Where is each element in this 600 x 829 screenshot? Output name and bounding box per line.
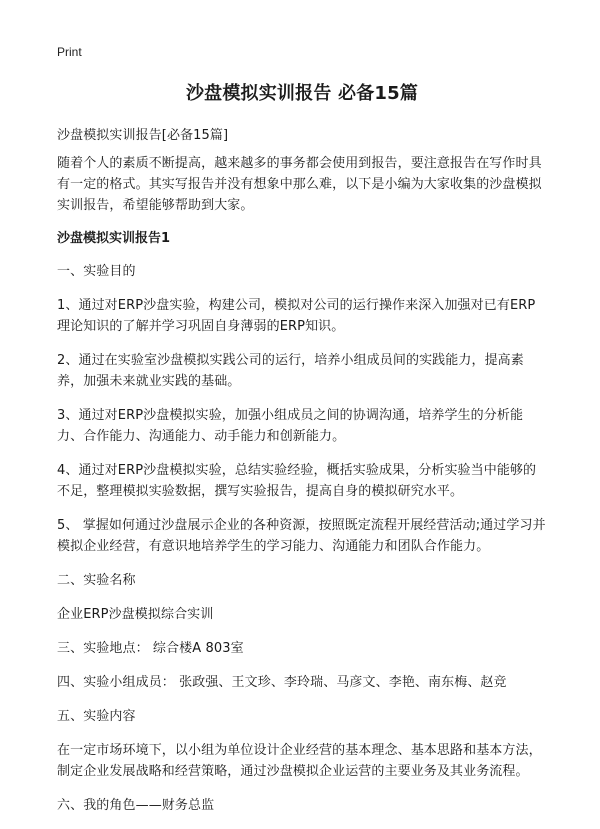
print-link[interactable]: Print [57,45,82,59]
experiment-content: 在一定市场环境下，以小组为单位设计企业经营的基本理念、基本思路和基本方法，制定企业发展战略和经营策略，通过沙盘模拟企业运营的主要业务及其业务流程。 [57,743,542,779]
heading-experiment-content: 五、实验内容 [57,709,136,724]
heading-experiment-name: 二、实验名称 [57,573,136,588]
purpose-item-4: 4、通过对ERP沙盘模拟实验，总结实验经验，概括实验成果，分析实验当中能够的不足，整理模拟实验数据，撰写实验报告，提高自身的模拟研究水平。 [57,463,537,499]
heading-experiment-purpose: 一、实验目的 [57,264,136,279]
intro-paragraph: 随着个人的素质不断提高，越来越多的事务都会使用到报告，要注意报告在写作时具有一定的格式。其实写报告并没有想象中那么难，以下是小编为大家收集的沙盘模拟实训报告，希望能够帮助到大家。 [57,156,542,213]
purpose-item-3: 3、通过对ERP沙盘模拟实验，加强小组成员之间的协调沟通，培养学生的分析能力、合作能力、沟通能力、动手能力和创新能力。 [57,408,524,444]
group-members: 四、实验小组成员： 张政强、王文珍、李玲瑞、马彦文、李艳、南东梅、赵竞 [57,675,507,690]
experiment-location: 三、实验地点： 综合楼A 803室 [57,641,244,656]
document-page [57,44,547,829]
experiment-name: 企业ERP沙盘模拟综合实训 [57,607,214,622]
document-subtitle: 沙盘模拟实训报告[必备15篇] [57,128,229,143]
heading-my-role: 六、我的角色——财务总监 [57,798,215,813]
purpose-item-5: 5、 掌握如何通过沙盘展示企业的各种资源，按照既定流程开展经营活动;通过学习并模拟企业经营，有意识地培养学生的学习能力、沟通能力和团队合作能力。 [57,518,546,554]
purpose-item-1: 1、通过对ERP沙盘实验，构建公司，模拟对公司的运行操作来深入加强对已有ERP理论知识的了解并学习巩固自身薄弱的ERP知识。 [57,298,536,334]
section-heading: 沙盘模拟实训报告1 [57,231,171,246]
purpose-item-2: 2、通过在实验室沙盘模拟实践公司的运行，培养小组成员间的实践能力，提高素养，加强未来就业实践的基础。 [57,353,524,389]
document-title: 沙盘模拟实训报告 必备15篇 [185,83,419,104]
